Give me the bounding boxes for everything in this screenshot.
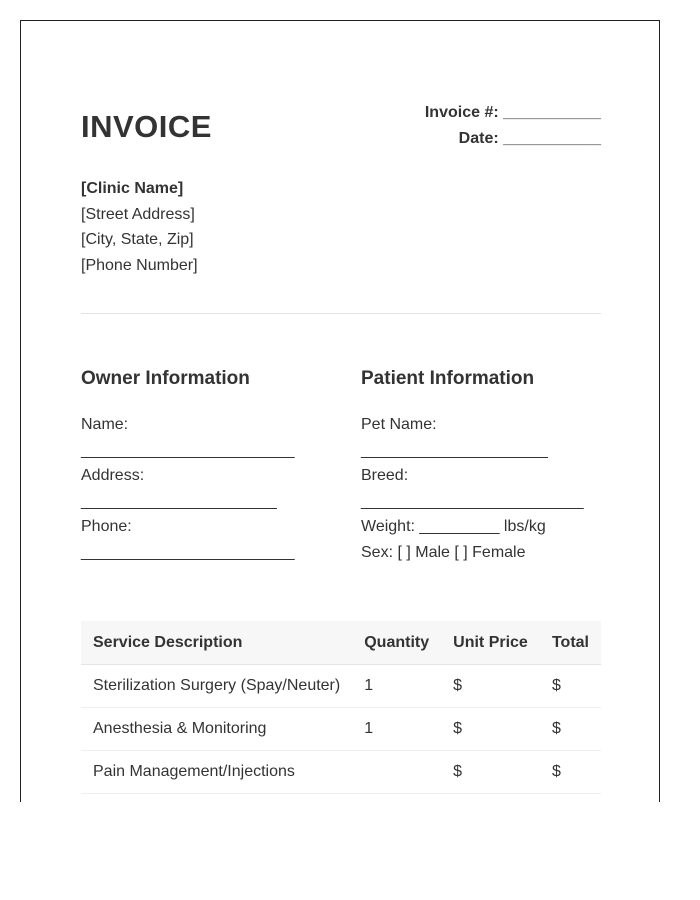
clinic-name: [Clinic Name] xyxy=(81,180,184,197)
invoice-sheet xyxy=(20,20,660,802)
total-cell: $ xyxy=(540,751,601,794)
service-description-cell: Anesthesia & Monitoring xyxy=(81,708,352,751)
owner-heading: Owner Information xyxy=(81,368,250,389)
column-header-quantity: Quantity xyxy=(352,621,441,665)
total-cell: $ xyxy=(540,665,601,708)
unit-price-cell: $ xyxy=(441,665,540,708)
invoice-number-field: Invoice #: ___________ xyxy=(424,104,601,121)
table-row xyxy=(81,665,601,708)
section-divider xyxy=(81,313,601,314)
invoice-title: INVOICE xyxy=(81,109,212,144)
services-table xyxy=(81,621,601,794)
pet-name-line: _____________________ xyxy=(361,441,548,459)
quantity-cell xyxy=(352,751,441,794)
pet-name-label: Pet Name: xyxy=(361,416,437,433)
quantity-cell: 1 xyxy=(352,665,441,708)
owner-address-line: ______________________ xyxy=(81,492,277,510)
owner-name-label: Name: xyxy=(81,416,129,433)
table-row xyxy=(81,751,601,794)
owner-information-section xyxy=(81,366,341,565)
weight-field: Weight: _________ lbs/kg xyxy=(361,518,546,535)
table-header-row xyxy=(81,621,601,665)
unit-price-cell: $ xyxy=(441,751,540,794)
breed-label: Breed: xyxy=(361,467,409,484)
clinic-phone: [Phone Number] xyxy=(81,256,198,274)
service-description-cell: Pain Management/Injections xyxy=(81,751,352,794)
sex-field: Sex: [ ] Male [ ] Female xyxy=(361,543,526,561)
column-header-total: Total xyxy=(540,621,601,665)
owner-phone-label: Phone: xyxy=(81,518,132,535)
invoice-date-field: Date: ___________ xyxy=(458,130,601,147)
invoice-meta xyxy=(425,100,601,152)
column-header-unit-price: Unit Price xyxy=(441,621,540,665)
breed-line: _________________________ xyxy=(361,492,584,510)
clinic-address-block xyxy=(81,176,198,278)
quantity-cell: 1 xyxy=(352,708,441,751)
service-description-cell: Sterilization Surgery (Spay/Neuter) xyxy=(81,665,352,708)
owner-address-label: Address: xyxy=(81,467,145,484)
unit-price-cell: $ xyxy=(441,708,540,751)
patient-information-section xyxy=(361,366,621,565)
clinic-city: [City, State, Zip] xyxy=(81,231,194,248)
table-row xyxy=(81,708,601,751)
total-cell: $ xyxy=(540,708,601,751)
owner-phone-line: ________________________ xyxy=(81,543,295,561)
patient-heading: Patient Information xyxy=(361,368,535,389)
owner-name-line: ________________________ xyxy=(81,441,295,459)
column-header-service-description: Service Description xyxy=(81,621,352,665)
clinic-street: [Street Address] xyxy=(81,205,195,223)
